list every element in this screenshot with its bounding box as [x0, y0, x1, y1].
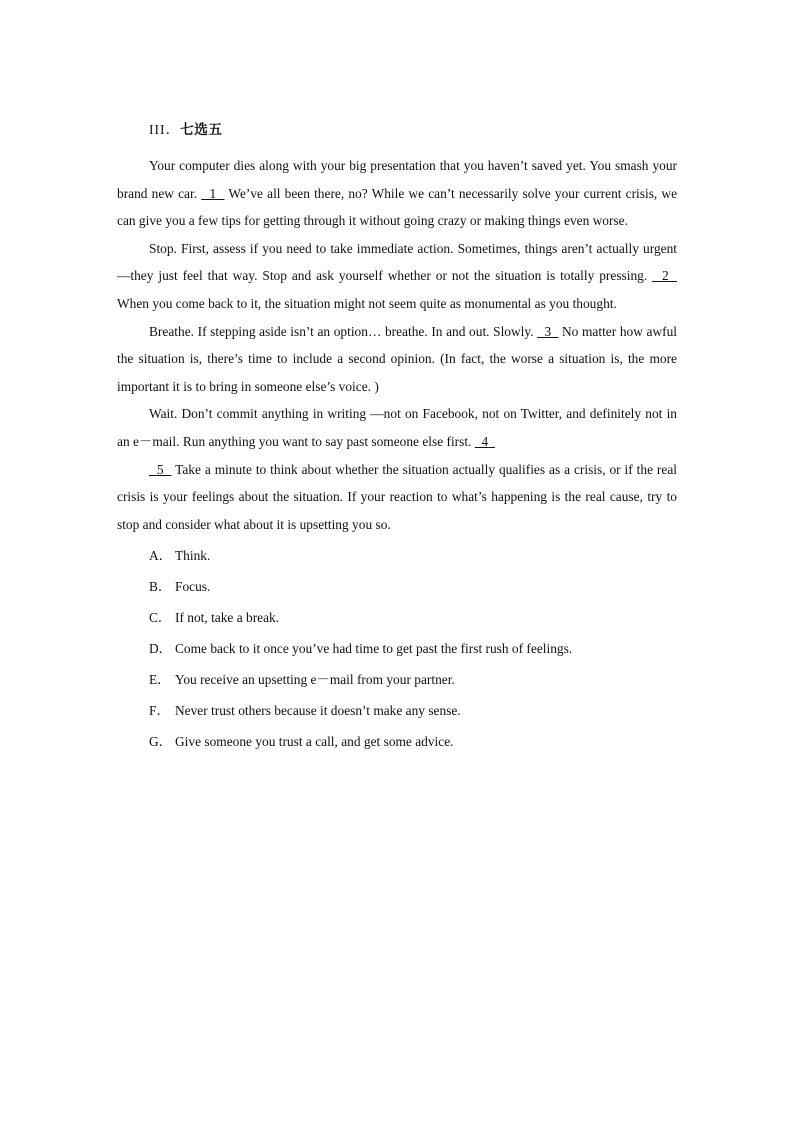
- passage-paragraph-3: [117, 318, 677, 401]
- option-c: [149, 602, 677, 633]
- section-title: 七选五: [180, 122, 223, 138]
- blank-number: 5: [156, 461, 164, 477]
- option-e: [149, 664, 677, 695]
- paragraph-text: When you come back to it, the situation might not seem quite as monumental as you thought.: [117, 295, 617, 311]
- option-letter: G．: [149, 734, 173, 750]
- paragraph-text: Breathe. If stepping aside isn’t an option… breathe. In and out. Slowly.: [149, 323, 538, 339]
- section-heading: [149, 121, 677, 139]
- option-text: Never trust others because it doesn’t make any sense.: [175, 703, 461, 719]
- paragraph-text: Stop. First, assess if you need to take immediate action. Sometimes, things aren’t actually urgent —they just feel that way. Stop and ask yourself whether or not the situation is totally pressing.: [117, 240, 677, 284]
- option-text: Come back to it once you’ve had time to get past the first rush of feelings.: [175, 641, 573, 657]
- option-letter: E．: [149, 672, 171, 688]
- answer-blank-2: [652, 268, 677, 283]
- paragraph-text: Your computer dies along with your big presentation that you haven’t saved yet. You smash your brand new car.: [117, 158, 677, 201]
- paragraph-text: Wait. Don’t commit anything in writing —not on Facebook, not on Twitter, and definitely not in an e－mail. Run anything you want to say past someone else first.: [117, 406, 677, 449]
- passage-paragraph-1: [117, 152, 677, 235]
- option-d: [149, 633, 677, 664]
- section-numeral: III．: [149, 122, 181, 137]
- exercise-content: [117, 121, 677, 757]
- paragraph-text: Take a minute to think about whether the situation actually qualifies as a crisis, or if the real crisis is your feelings about the situation. If your reaction to what’s happening is the real cause, try to stop and consider what about it is upsetting you so.: [117, 461, 678, 532]
- blank-number: 2: [662, 268, 669, 284]
- option-letter: C．: [149, 610, 172, 626]
- blank-number: 1: [209, 185, 217, 201]
- option-text: You receive an upsetting e－mail from your partner.: [175, 672, 455, 688]
- passage-paragraph-5: [117, 456, 677, 539]
- passage-paragraph-4: [117, 400, 677, 455]
- answer-blank-4: [475, 434, 495, 449]
- option-letter: A．: [149, 548, 173, 564]
- option-f: [149, 695, 677, 726]
- option-text: Focus.: [175, 579, 211, 595]
- blank-number: 4: [481, 433, 489, 449]
- answer-blank-5: [149, 462, 171, 477]
- answer-blank-3: [537, 324, 558, 339]
- option-letter: B．: [149, 579, 172, 595]
- option-b: [149, 571, 677, 602]
- blank-number: 3: [544, 323, 552, 339]
- option-letter: D．: [149, 641, 173, 657]
- answer-options: [117, 540, 677, 757]
- passage-paragraph-2: [117, 235, 677, 318]
- option-text: If not, take a break.: [175, 610, 280, 626]
- paragraph-text: We’ve all been there, no? While we can’t necessarily solve your current crisis, we can give you a few tips for getting through it without going crazy or making things even worse.: [117, 185, 678, 229]
- option-letter: F．: [149, 703, 170, 719]
- option-text: Give someone you trust a call, and get some advice.: [175, 734, 454, 750]
- answer-blank-1: [201, 186, 224, 201]
- option-a: [149, 540, 677, 571]
- paragraph-text: No matter how awful the situation is, there’s time to include a second opinion. (In fact, the worse a situation is, the more important it is to bring in someone else’s voice. ): [117, 323, 677, 394]
- option-g: [149, 726, 677, 757]
- option-text: Think.: [175, 548, 211, 564]
